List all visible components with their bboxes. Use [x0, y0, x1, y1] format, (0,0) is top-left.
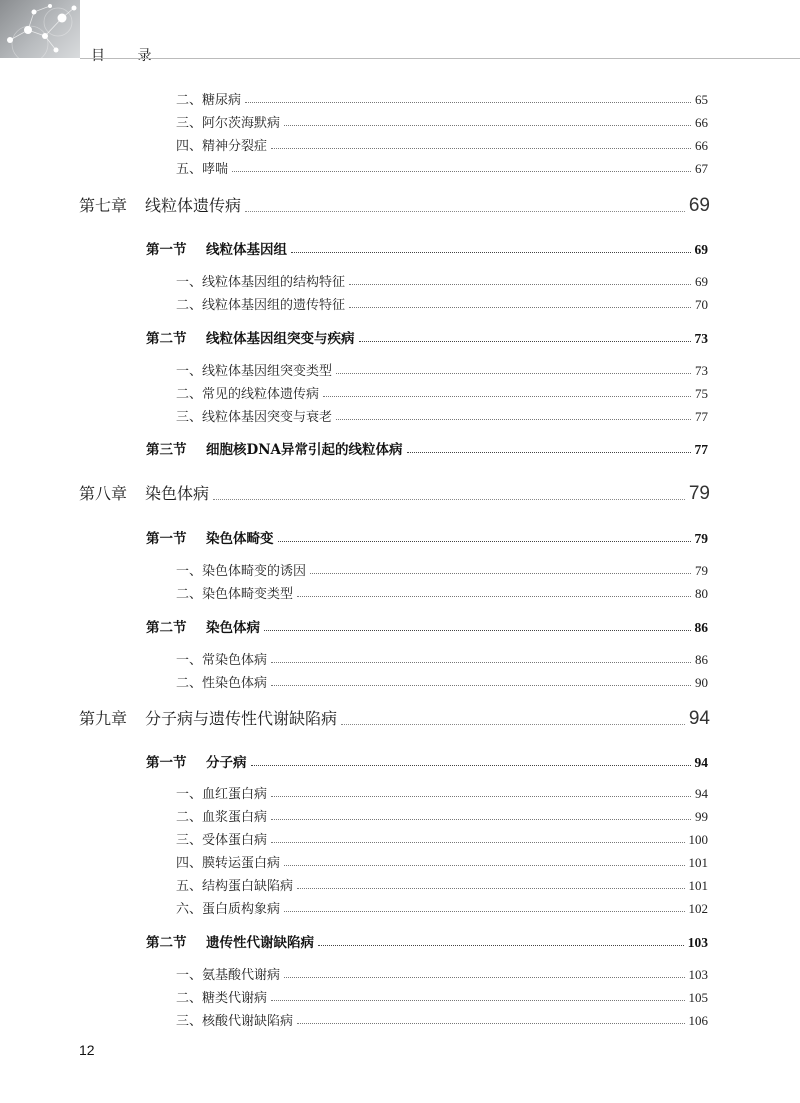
toc-chapter-7[interactable]: 第七章 线粒体遗传病 69 — [79, 195, 710, 216]
toc-item[interactable]: 五、哮喘 67 — [176, 161, 708, 177]
toc-item[interactable]: 三、受体蛋白病 100 — [176, 832, 708, 848]
toc-section[interactable]: 第二节 染色体病 86 — [146, 620, 708, 636]
toc-item[interactable]: 二、常见的线粒体遗传病 75 — [176, 386, 708, 402]
toc-item[interactable]: 二、糖类代谢病 105 — [176, 990, 708, 1006]
toc-item[interactable]: 二、染色体畸变类型 80 — [176, 586, 708, 602]
molecule-icon — [0, 0, 80, 58]
toc-item[interactable]: 五、结构蛋白缺陷病 101 — [176, 878, 708, 894]
toc-chapter-9[interactable]: 第九章 分子病与遗传性代谢缺陷病 94 — [79, 708, 710, 729]
corner-decoration — [0, 0, 80, 58]
toc-section[interactable]: 第二节 线粒体基因组突变与疾病 73 — [146, 331, 708, 347]
page-number: 12 — [79, 1042, 95, 1058]
toc-item[interactable]: 一、线粒体基因组的结构特征 69 — [176, 274, 708, 290]
toc-item[interactable]: 一、氨基酸代谢病 103 — [176, 967, 708, 983]
toc-item[interactable]: 二、线粒体基因组的遗传特征 70 — [176, 297, 708, 313]
toc-item[interactable]: 二、血浆蛋白病 99 — [176, 809, 708, 825]
toc-section[interactable]: 第一节 线粒体基因组 69 — [146, 242, 708, 258]
toc-item[interactable]: 一、血红蛋白病 94 — [176, 786, 708, 802]
toc-item[interactable]: 三、线粒体基因突变与衰老 77 — [176, 409, 708, 425]
toc-item[interactable]: 三、核酸代谢缺陷病 106 — [176, 1013, 708, 1029]
toc-section[interactable]: 第二节 遗传性代谢缺陷病 103 — [146, 935, 708, 951]
header-title: 目 录 — [91, 48, 166, 64]
toc-item[interactable]: 四、膜转运蛋白病 101 — [176, 855, 708, 871]
toc-section[interactable]: 第一节 分子病 94 — [146, 755, 708, 771]
toc-item[interactable]: 二、性染色体病 90 — [176, 675, 708, 691]
toc-chapter-8[interactable]: 第八章 染色体病 79 — [79, 483, 710, 504]
toc-item[interactable]: 六、蛋白质构象病 102 — [176, 901, 708, 917]
toc-item[interactable]: 二、糖尿病 65 — [176, 92, 708, 108]
toc-item[interactable]: 一、线粒体基因组突变类型 73 — [176, 363, 708, 379]
toc-item[interactable]: 一、染色体畸变的诱因 79 — [176, 563, 708, 579]
toc-section[interactable]: 第一节 染色体畸变 79 — [146, 531, 708, 547]
toc-section[interactable]: 第三节 细胞核DNA异常引起的线粒体病 77 — [146, 442, 708, 458]
toc-item[interactable]: 一、常染色体病 86 — [176, 652, 708, 668]
toc-item[interactable]: 三、阿尔茨海默病 66 — [176, 115, 708, 131]
header-divider — [80, 58, 800, 59]
toc-item[interactable]: 四、精神分裂症 66 — [176, 138, 708, 154]
